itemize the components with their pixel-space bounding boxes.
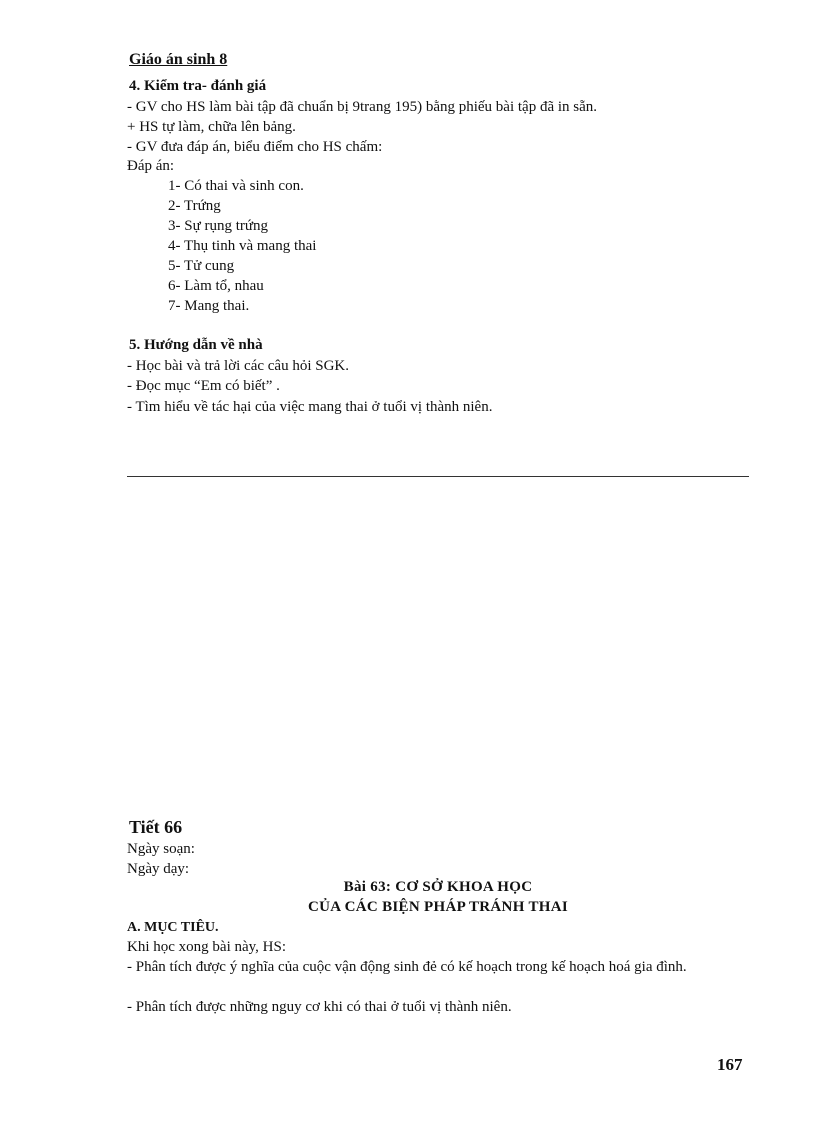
section-4-title: 4. Kiểm tra- đánh giá xyxy=(129,78,267,94)
page-number: 167 xyxy=(717,1055,743,1074)
answer-item: 6- Làm tổ, nhau xyxy=(168,278,264,294)
objectives-heading: A. MỤC TIÊU. xyxy=(127,920,219,935)
answer-item: 4- Thụ tinh và mang thai xyxy=(168,238,317,254)
answer-item: 3- Sự rụng trứng xyxy=(168,218,269,234)
section-5-line: - Tìm hiểu về tác hại của việc mang thai ở tuổi vị thành niên. xyxy=(127,399,493,415)
date-prepared: Ngày soạn: xyxy=(127,841,195,857)
section-5-title: 5. Hướng dẫn về nhà xyxy=(129,337,263,353)
horizontal-divider xyxy=(127,476,749,477)
objective-item: - Phân tích được ý nghĩa của cuộc vận động sinh đẻ có kế hoạch trong kế hoạch hoá gia đình. xyxy=(127,959,687,975)
answer-list xyxy=(168,176,316,316)
lesson-period: Tiết 66 xyxy=(129,817,183,837)
date-taught: Ngày dạy: xyxy=(127,861,190,877)
answer-item: 2- Trứng xyxy=(168,198,221,214)
section-4-line: - GV cho HS làm bài tập đã chuẩn bị 9trang 195) bằng phiếu bài tập đã in sẵn. xyxy=(127,99,598,115)
answer-key-label: Đáp án: xyxy=(127,158,175,174)
lesson-title-line-1: Bài 63: CƠ SỞ KHOA HỌC xyxy=(343,879,533,895)
section-5-line: - Đọc mục “Em có biết” . xyxy=(127,378,280,394)
answer-item: 7- Mang thai. xyxy=(168,298,250,314)
section-4-line: - GV đưa đáp án, biểu điểm cho HS chấm: xyxy=(127,139,383,155)
section-4-line: + HS tự làm, chữa lên bảng. xyxy=(127,119,296,135)
objective-item: - Phân tích được những nguy cơ khi có thai ở tuổi vị thành niên. xyxy=(127,999,512,1015)
lesson-title-line-2: CỦA CÁC BIỆN PHÁP TRÁNH THAI xyxy=(308,899,568,915)
page-header-title: Giáo án sinh 8 xyxy=(129,51,228,68)
objectives-intro: Khi học xong bài này, HS: xyxy=(127,939,287,955)
section-5-line: - Học bài và trả lời các câu hỏi SGK. xyxy=(127,358,350,374)
answer-item: 1- Có thai và sinh con. xyxy=(168,178,304,194)
answer-item: 5- Tử cung xyxy=(168,258,235,274)
